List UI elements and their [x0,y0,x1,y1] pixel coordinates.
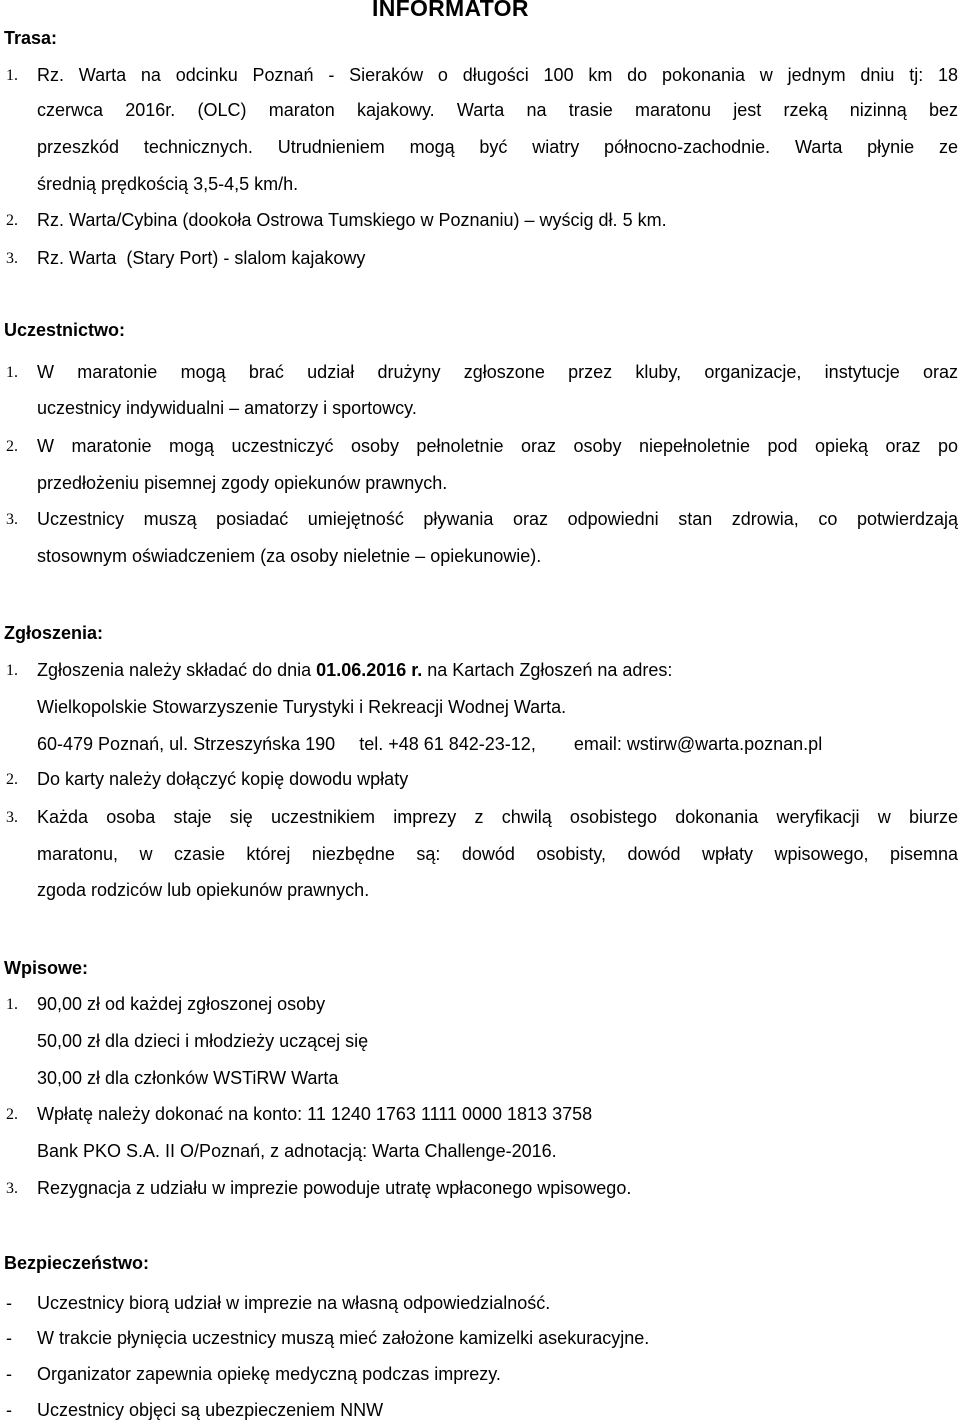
deadline-suffix: na Kartach Zgłoszeń na adres: [422,660,673,680]
list-number: 1. [6,662,18,679]
page-title: INFORMATOR [372,0,529,21]
section-heading-trasa: Trasa: [4,28,58,48]
list-item: Organizator zapewnia opiekę medyczną podczas imprezy. [37,1364,501,1384]
organization-name: Wielkopolskie Stowarzyszenie Turystyki i Rekreacji Wodnej Warta. [37,697,567,717]
phone: tel. +48 61 842-23-12, [359,734,536,754]
paragraph-line: stosownym oświadczeniem (za osoby nieletnie – opiekunowie). [37,546,542,566]
list-item: Uczestnicy objęci są ubezpieczeniem NNW [37,1400,384,1420]
bank-name-line: Bank PKO S.A. II O/Poznań, z adnotacją: Warta Challenge-2016. [37,1141,557,1161]
section-heading-wpisowe: Wpisowe: [4,958,88,978]
deadline-text: Zgłoszenia należy składać do dnia [37,660,317,680]
list-item: W trakcie płynięcia uczestnicy muszą mieć założone kamizelki asekuracyjne. [37,1328,650,1348]
section-heading-zgloszenia: Zgłoszenia: [4,623,104,643]
bullet-dash: - [6,1364,12,1384]
bank-account-line: Wpłatę należy dokonać na konto: 11 1240 1763 1111 0000 1813 3758 [37,1104,593,1124]
list-number: 2. [6,212,18,229]
paragraph-line: czerwca 2016r. (OLC) maraton kajakowy. Warta na trasie maratonu jest rzeką nizinną bez [37,100,958,120]
email: email: wstirw@warta.poznan.pl [573,734,823,754]
paragraph-line [37,659,958,681]
list-number: 3. [6,1180,18,1197]
contact-line [37,733,958,755]
list-number: 1. [6,67,18,84]
fee-line: 90,00 zł od każdej zgłoszonej osoby [37,994,326,1014]
paragraph-line: Rz. Warta/Cybina (dookoła Ostrowa Tumskiego w Poznaniu) – wyścig dł. 5 km. [37,210,667,230]
deadline-date: 01.06.2016 r. [316,660,423,680]
paragraph-line: Rezygnacja z udziału w imprezie powoduje utratę wpłaconego wpisowego. [37,1178,632,1198]
paragraph-line: Do karty należy dołączyć kopię dowodu wpłaty [37,769,409,789]
address: 60-479 Poznań, ul. Strzeszyńska 190 [37,734,336,754]
bullet-dash: - [6,1293,12,1313]
list-number: 3. [6,809,18,826]
paragraph-line: Uczestnicy muszą posiadać umiejętność pływania oraz odpowiedni stan zdrowia, co potwierdzają [37,509,958,529]
fee-line: 30,00 zł dla członków WSTiRW Warta [37,1068,339,1088]
paragraph-line: maratonu, w czasie której niezbędne są: dowód osobisty, dowód wpłaty wpisowego, pisemna [37,844,958,864]
bullet-dash: - [6,1328,12,1348]
paragraph-line: przeszkód technicznych. Utrudnieniem mogą być wiatry północno-zachodnie. Warta płynie ze [37,137,958,157]
list-item: Uczestnicy biorą udział w imprezie na własną odpowiedzialność. [37,1293,551,1313]
bullet-dash: - [6,1400,12,1420]
paragraph-line: Każda osoba staje się uczestnikiem imprezy z chwilą osobistego dokonania weryfikacji w biurze [37,807,958,827]
list-number: 3. [6,250,18,267]
paragraph-line: W maratonie mogą uczestniczyć osoby pełnoletnie oraz osoby niepełnoletnie pod opieką oraz po [37,436,958,456]
list-number: 2. [6,438,18,455]
paragraph-line: średnią prędkością 3,5-4,5 km/h. [37,174,299,194]
list-number: 2. [6,1106,18,1123]
paragraph-line: W maratonie mogą brać udział drużyny zgłoszone przez kluby, organizacje, instytucje oraz [37,362,958,382]
section-heading-uczestnictwo: Uczestnictwo: [4,320,126,340]
paragraph-line: przedłożeniu pisemnej zgody opiekunów prawnych. [37,473,448,493]
paragraph-line: Rz. Warta (Stary Port) - slalom kajakowy [37,248,366,268]
list-number: 1. [6,996,18,1013]
list-number: 1. [6,364,18,381]
paragraph-line: uczestnicy indywidualni – amatorzy i sportowcy. [37,398,417,418]
paragraph-line: Rz. Warta na odcinku Poznań - Sieraków o długości 100 km do pokonania w jednym dniu tj: 18 [37,65,958,85]
paragraph-line: zgoda rodziców lub opiekunów prawnych. [37,880,370,900]
section-heading-bezpieczenstwo: Bezpieczeństwo: [4,1253,150,1273]
fee-line: 50,00 zł dla dzieci i młodzieży uczącej się [37,1031,369,1051]
list-number: 3. [6,511,18,528]
list-number: 2. [6,771,18,788]
